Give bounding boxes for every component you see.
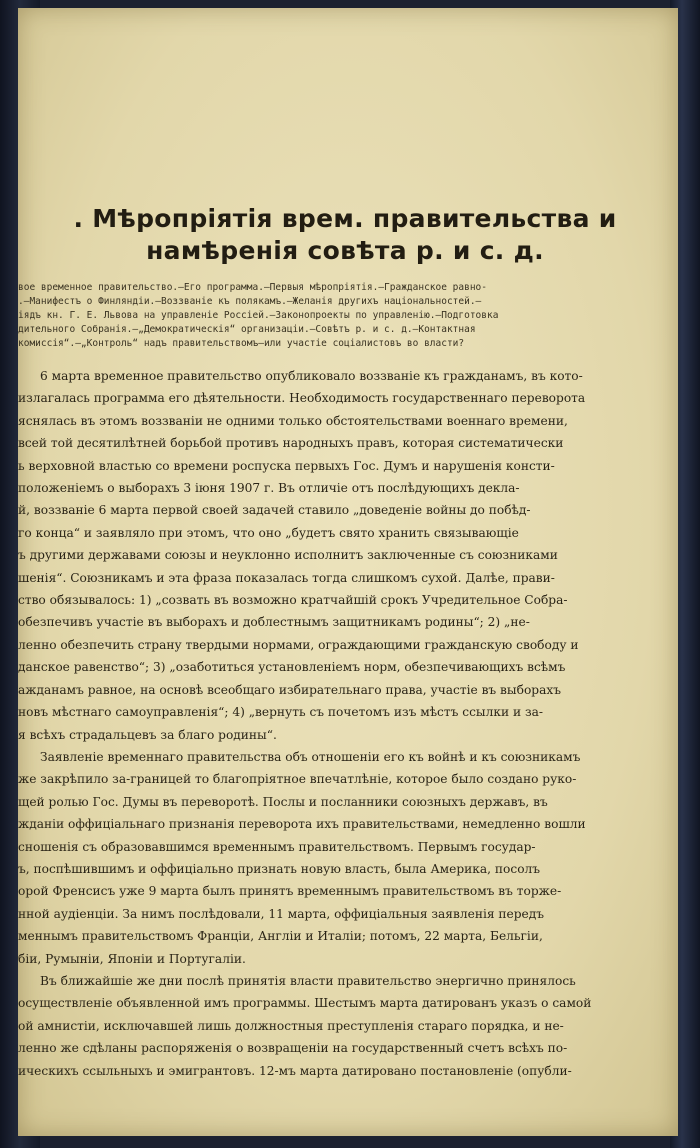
summary-line: іядъ кн. Г. Е. Львова на управленіе Россіей.—Законопроекты по управленію.—Подготовка	[18, 310, 499, 321]
text-line: обезпечивъ участіе въ выборахъ и доблестнымъ защитникамъ родины“; 2) „не-	[18, 615, 530, 630]
text-line: ажданамъ равное, на основѣ всеобщаго избирательнаго права, участіе въ выборахъ	[18, 682, 561, 697]
chapter-heading-line-1: . Мѣропріятія врем. правительства и	[73, 204, 617, 233]
text-line: 6 марта временное правительство опубликовало воззваніе къ гражданамъ, въ кото-	[40, 369, 583, 383]
text-line: біи, Румыніи, Японіи и Португаліи.	[18, 951, 246, 966]
text-line: всей той десятилѣтней борьбой противъ народныхъ правъ, которая систематически	[18, 436, 564, 451]
text-line: ленно обезпечить страну твердыми нормами, ограждающими гражданскую свободу и	[18, 637, 579, 652]
text-line: шенія“. Союзникамъ и эта фраза показалась тогда слишкомъ сухой. Далѣе, прави-	[18, 570, 555, 585]
text-line: ъ, поспѣшившимъ и оффиціально признать новую власть, была Америка, посолъ	[18, 861, 541, 876]
text-line: Въ ближайшіе же дни послѣ принятія власти правительство энергично принялось	[40, 973, 576, 988]
summary-line: дительного Собранія.—„Демократическія“ организаціи.—Совѣтъ р. и с. д.—Контактная	[18, 324, 476, 335]
text-line: щей ролью Гос. Думы въ переворотѣ. Послы и посланники союзныхъ державъ, въ	[18, 794, 548, 809]
text-line: ъ другими державами союзы и неуклонно исполнитъ заключенные съ союзниками	[18, 548, 558, 563]
text-line: я всѣхъ страдальцевъ за благо родины“.	[18, 727, 277, 742]
text-line: жданіи оффиціальнаго признанія переворота ихъ правительствами, немедленно вошли	[18, 817, 586, 832]
book-page	[18, 8, 678, 1136]
summary-line: комиссія“.—„Контроль“ надъ правительствомъ—или участіе соціалистовъ во власти?	[18, 338, 465, 349]
summary-line: вое временное правительство.—Его программа.—Первыя мѣропріятія.—Гражданское равно-	[18, 282, 487, 293]
chapter-heading-line-2: намѣренія совѣта р. и с. д.	[146, 236, 544, 265]
text-line: излагалась программа его дѣятельности. Необходимость государственнаго переворота	[18, 391, 586, 406]
page-content	[18, 203, 658, 1082]
text-line: осуществленіе объявленной имъ программы. Шестымъ марта датированъ указъ о самой	[18, 996, 592, 1011]
text-line: яснялась въ этомъ воззваніи не одними только обстоятельствами военнаго времени,	[18, 413, 568, 428]
body-paragraph-1	[18, 365, 658, 746]
text-line: данское равенство“; 3) „озаботиться установленіемъ норм, обезпечивающихъ всѣмъ	[18, 660, 566, 675]
text-line: ь верховной властью со времени роспуска первыхъ Гос. Думъ и нарушенія консти-	[18, 458, 555, 473]
text-line: новъ мѣстнаго самоуправленія“; 4) „вернуть съ почетомъ изъ мѣстъ ссылки и за-	[18, 705, 543, 720]
text-line: ленно же сдѣланы распоряженія о возвращеніи на государственный счетъ всѣхъ по-	[18, 1041, 568, 1056]
text-line: Заявленіе временнаго правительства объ отношеніи его къ войнѣ и къ союзникамъ	[40, 749, 581, 764]
text-line: ство обязывалось: 1) „созвать въ возможно кратчайшій срокъ Учредительное Собра-	[18, 593, 568, 608]
text-line: меннымъ правительствомъ Франціи, Англіи и Италіи; потомъ, 22 марта, Бельгіи,	[18, 929, 543, 944]
text-line: положеніемъ о выборахъ 3 іюня 1907 г. Въ отличіе отъ послѣдующихъ декла-	[18, 481, 520, 496]
text-line: орой Френсисъ уже 9 марта былъ принятъ временнымъ правительствомъ въ торже-	[18, 884, 562, 899]
text-line: же закрѣпило за-границей то благопріятное впечатлѣніе, которое было создано руко-	[18, 772, 577, 787]
chapter-summary	[18, 281, 658, 351]
body-paragraph-2	[18, 746, 658, 970]
chapter-heading	[18, 203, 658, 267]
text-line: го конца“ и заявляло при этомъ, что оно „будетъ свято хранить связывающіе	[18, 525, 519, 540]
body-paragraph-3	[18, 970, 658, 1082]
text-line: ическихъ ссыльныхъ и эмигрантовъ. 12-мъ марта датировано постановленіе (опубли-	[18, 1063, 572, 1078]
text-line: нной аудіенціи. За нимъ послѣдовали, 11 марта, оффиціальныя заявленія передъ	[18, 906, 545, 921]
summary-line: .—Манифестъ о Финляндіи.—Воззваніе къ полякамъ.—Желанія другихъ національностей.—	[18, 296, 482, 307]
text-line: сношенія съ образовавшимся временнымъ правительствомъ. Первымъ государ-	[18, 839, 536, 854]
text-line: й, воззваніе 6 марта первой своей задачей ставило „доведеніе войны до побѣд-	[18, 503, 531, 518]
text-line: ой амнистіи, исключавшей лишь должностныя преступленія стараго порядка, и не-	[18, 1018, 564, 1033]
